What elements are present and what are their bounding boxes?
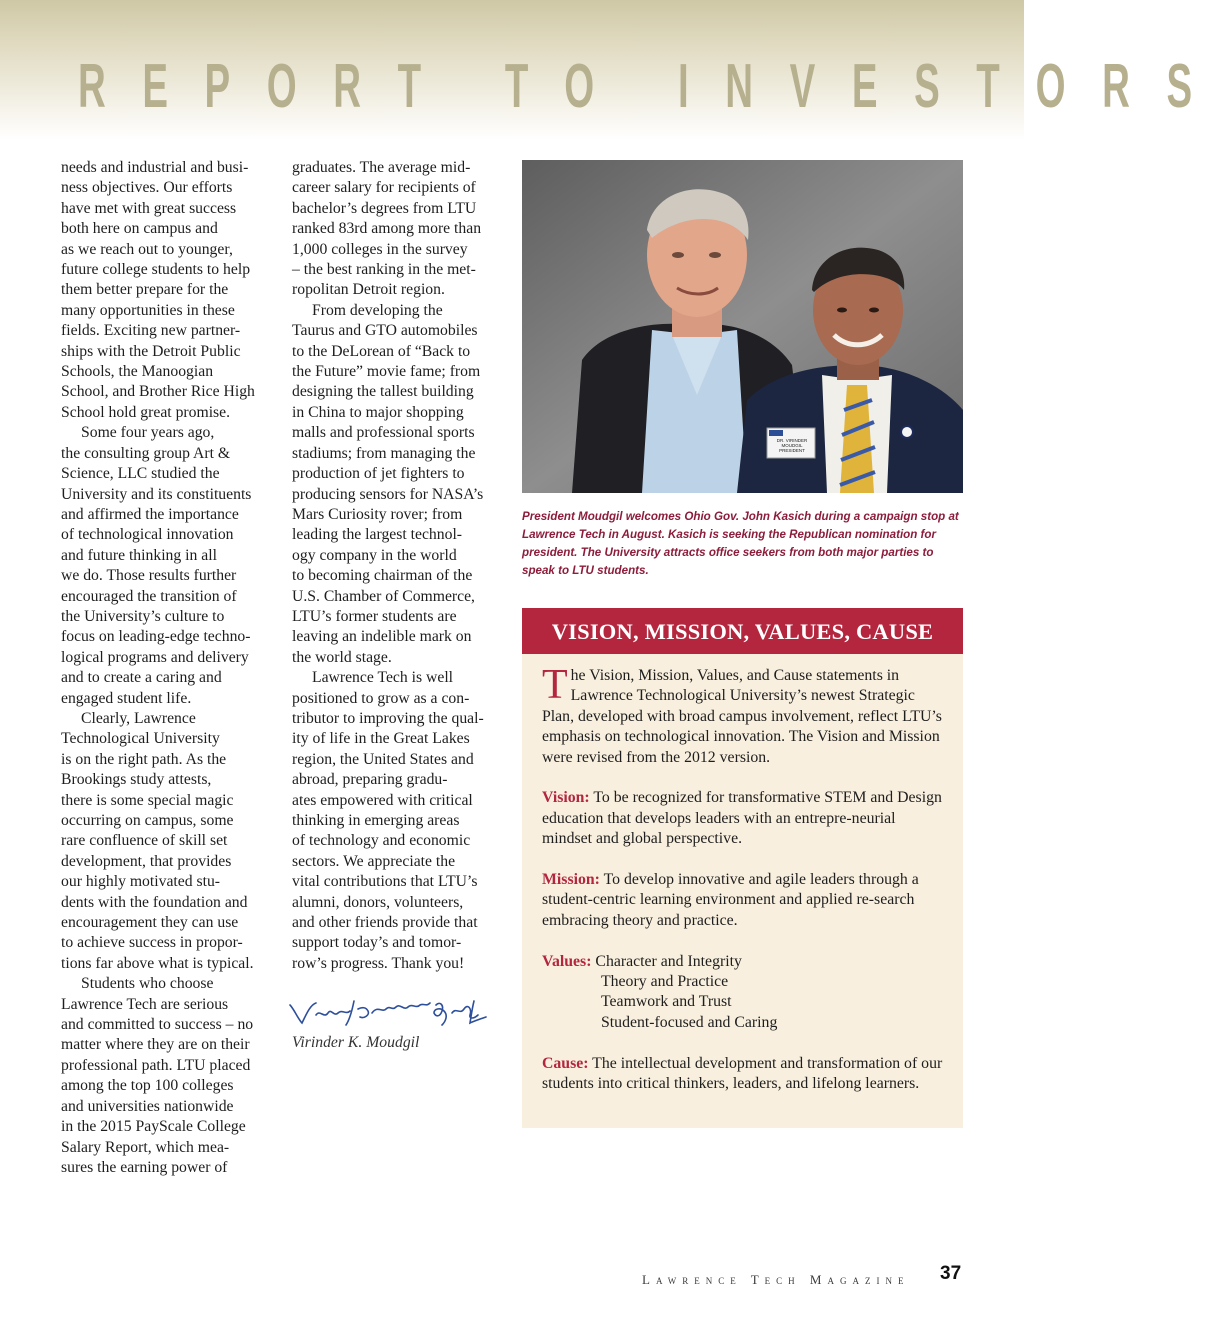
text-line: professional path. LTU placed (61, 1056, 251, 1074)
text-line: our highly motivated stu- (61, 873, 221, 891)
sidebar-body (522, 654, 963, 1094)
text-line: needs and industrial and busi- (61, 159, 249, 176)
text-column-1 (61, 158, 276, 1178)
text-line: the consulting group Art & (61, 444, 231, 462)
vision-statement (542, 788, 943, 849)
text-line: Lawrence Tech is well (312, 669, 454, 687)
text-line: designing the tallest building (292, 383, 474, 401)
text-line: ranked 83rd among more than (292, 220, 482, 238)
text-line: tions far above what is typical. (61, 954, 254, 972)
text-line: positioned to grow as a con- (292, 689, 470, 707)
text-line: dents with the foundation and (61, 893, 248, 911)
text-line: encouraged the transition of (61, 587, 237, 605)
values-item: Student-focused and Caring (601, 1013, 778, 1031)
text-line: School, and Brother Rice High (61, 383, 255, 401)
text-line: Brookings study attests, (61, 771, 212, 789)
text-line: career salary for recipients of (292, 179, 476, 197)
text-line: to achieve success in propor- (61, 934, 243, 952)
text-line: and affirmed the importance (61, 505, 239, 523)
signature-image (286, 995, 506, 1035)
drop-cap: T (542, 662, 568, 708)
text-line: Clearly, Lawrence (81, 709, 196, 727)
values-label: Values: (542, 952, 592, 970)
values-item: Teamwork and Trust (601, 993, 732, 1011)
cause-label: Cause: (542, 1054, 589, 1072)
text-line: graduates. The average mid- (292, 159, 471, 176)
text-line: ity of life in the Great Lakes (292, 730, 470, 748)
text-line: them better prepare for the (61, 281, 229, 299)
text-line: producing sensors for NASA’s (292, 485, 484, 503)
photo-caption: President Moudgil welcomes Ohio Gov. John Kasich during a campaign stop at Lawrence Tech in August. Kasich is seeking the Republican nomination for president. The University attracts office seekers from both major parties to speak to LTU students. (522, 510, 959, 577)
text-line: School hold great promise. (61, 403, 231, 421)
text-line: Students who choose (81, 975, 214, 993)
values-item: Character and Integrity (595, 952, 742, 970)
badge-line-1: DR. VIRINDER (776, 438, 808, 443)
text-line: in the 2015 PayScale College (61, 1118, 246, 1136)
text-line: in China to major shopping (292, 403, 464, 421)
text-line: tributor to improving the qual- (292, 709, 484, 727)
section-title: REPORT TO INVESTORS (78, 52, 1229, 121)
text-line: malls and professional sports (292, 424, 475, 442)
text-line: bachelor’s degrees from LTU (292, 199, 477, 217)
text-column-2 (292, 158, 507, 974)
text-line: abroad, preparing gradu- (292, 771, 448, 789)
text-line: focus on leading-edge techno- (61, 628, 251, 646)
text-line: occurring on campus, some (61, 812, 234, 829)
text-line: ates empowered with critical (292, 791, 473, 809)
text-line: ships with the Detroit Public (61, 342, 241, 360)
text-line: the world stage. (292, 648, 392, 666)
text-line: engaged student life. (61, 689, 192, 707)
cause-statement (542, 1054, 943, 1095)
sidebar-heading: VISION, MISSION, VALUES, CAUSE (522, 608, 963, 654)
text-line: to the DeLorean of “Back to (292, 342, 471, 360)
text-line: leading the largest technol- (292, 526, 463, 544)
text-line: and other friends provide that (292, 914, 478, 932)
mission-label: Mission: (542, 871, 600, 889)
text-line: rare confluence of skill set (61, 832, 228, 850)
signature-name: Virinder K. Moudgil (292, 1034, 420, 1051)
text-line: the Future” movie fame; from (292, 363, 481, 381)
photo-kasich-moudgil (522, 160, 963, 493)
text-line: University and its constituents (61, 485, 252, 503)
text-line: and to create a caring and (61, 669, 222, 687)
cause-text: The intellectual development and transformation of our students into critical thinkers, leaders, and lifelong learners. (542, 1054, 943, 1093)
text-line: Technological University (61, 730, 220, 748)
text-line: among the top 100 colleges (61, 1077, 234, 1095)
text-line: development, that provides (61, 852, 232, 870)
text-line: logical programs and delivery (61, 648, 249, 666)
text-line: as we reach out to younger, (61, 240, 233, 258)
text-line: the University’s culture to (61, 607, 225, 625)
text-line: ropolitan Detroit region. (292, 281, 445, 299)
text-line: and universities nationwide (61, 1097, 234, 1115)
text-line: future college students to help (61, 261, 251, 279)
text-line: both here on campus and (61, 220, 218, 238)
text-line: Mars Curiosity rover; from (292, 505, 463, 523)
text-line: Lawrence Tech are serious (61, 995, 229, 1013)
text-line: fields. Exciting new partner- (61, 322, 241, 340)
text-line: LTU’s former students are (292, 607, 457, 625)
page-number: 37 (940, 1263, 962, 1284)
text-line: and committed to success – no (61, 1016, 254, 1034)
text-line: support today’s and tomor- (292, 934, 462, 952)
mission-statement (542, 870, 943, 931)
badge-line-2: MOUDGIL (781, 443, 803, 448)
text-line: Some four years ago, (81, 424, 215, 442)
vision-mission-sidebar (522, 608, 963, 1128)
text-line: Schools, the Manoogian (61, 363, 214, 381)
text-line: – the best ranking in the met- (292, 261, 476, 279)
text-line: to becoming chairman of the (292, 567, 473, 585)
text-line: vital contributions that LTU’s (292, 873, 478, 891)
intro-text: he Vision, Mission, Values, and Cause statements in Lawrence Technological University’s newest Strategic Plan, developed with broad campus involvement, reflect LTU’s emphasis on technological innovation. The Vision and Mission were revised from the 2012 version. (542, 667, 942, 766)
text-line: region, the United States and (292, 750, 474, 768)
values-item: Theory and Practice (601, 973, 729, 991)
text-line: From developing the (312, 301, 443, 319)
text-line: production of jet fighters to (292, 465, 465, 483)
text-line: thinking in emerging areas (292, 812, 460, 829)
values-statement (542, 952, 943, 1034)
footer-magazine-name: Lawrence Tech Magazine (642, 1272, 910, 1287)
text-line: alumni, donors, volunteers, (292, 893, 464, 911)
badge-line-3: PRESIDENT (779, 448, 805, 453)
text-line: Science, LLC studied the (61, 465, 220, 483)
text-line: leaving an indelible mark on (292, 628, 472, 646)
text-line: sures the earning power of (61, 1158, 228, 1176)
text-line: ness objectives. Our efforts (61, 179, 233, 197)
text-line: sectors. We appreciate the (292, 852, 456, 870)
text-line: encouragement they can use (61, 914, 239, 932)
text-line: there is some special magic (61, 791, 234, 809)
vision-text: To be recognized for transformative STEM and Design education that develops leaders with an entrepre-neurial mindset and global perspective. (542, 789, 942, 848)
text-line: stadiums; from managing the (292, 444, 476, 462)
text-line: ogy company in the world (292, 546, 457, 564)
text-line: and future thinking in all (61, 546, 217, 564)
text-line: many opportunities in these (61, 301, 235, 319)
vision-label: Vision: (542, 789, 590, 807)
mission-text: To develop innovative and agile leaders through a student-centric learning environment and applied re-search embracing theory and practice. (542, 871, 919, 929)
text-line: 1,000 colleges in the survey (292, 240, 468, 258)
text-line: Salary Report, which mea- (61, 1138, 230, 1156)
text-line: of technology and economic (292, 832, 471, 850)
text-line: is on the right path. As the (61, 750, 227, 768)
text-line: of technological innovation (61, 526, 234, 544)
text-line: we do. Those results further (61, 567, 237, 585)
text-line: Taurus and GTO automobiles (292, 322, 478, 340)
text-line: matter where they are on their (61, 1036, 250, 1054)
sidebar-intro (542, 662, 943, 768)
text-line: row’s progress. Thank you! (292, 954, 465, 972)
text-line: U.S. Chamber of Commerce, (292, 587, 475, 605)
text-line: have met with great success (61, 199, 237, 217)
